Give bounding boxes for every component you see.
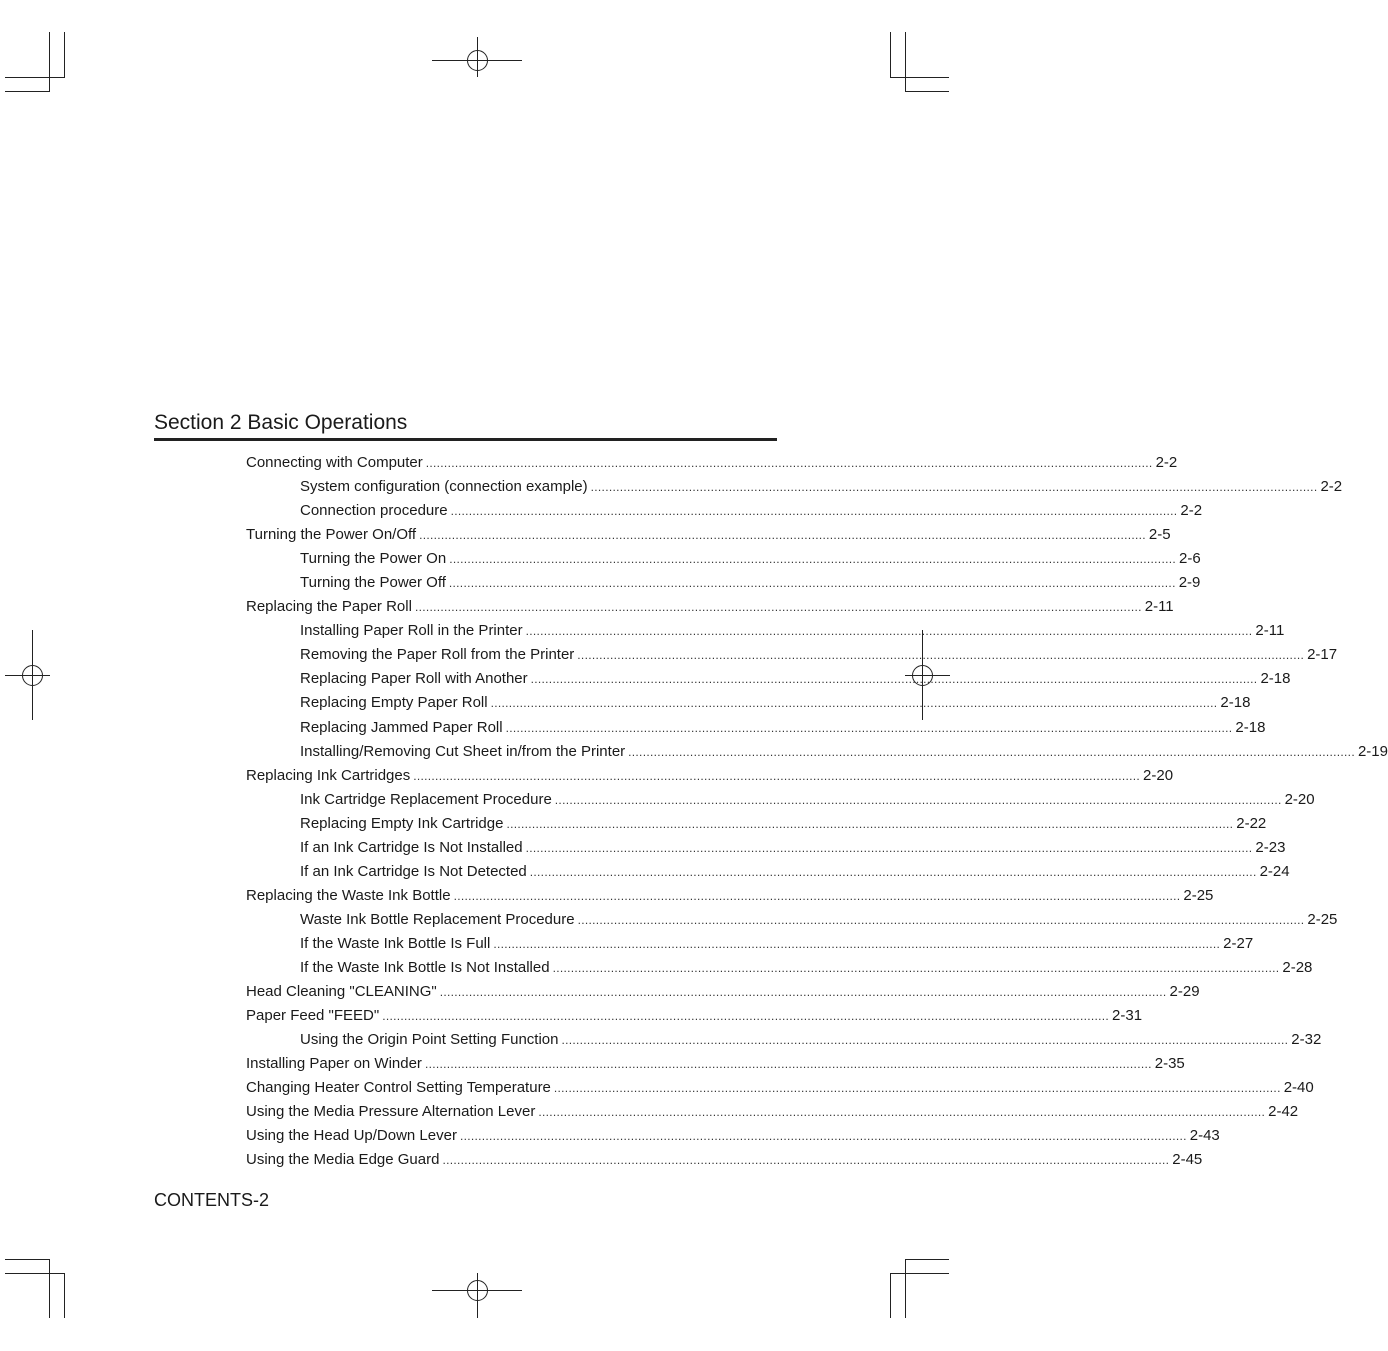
toc-entry-page: 2-27 [1223, 934, 1254, 952]
toc-entry[interactable] [246, 1103, 1299, 1127]
toc-entry[interactable] [246, 934, 1254, 959]
dot-leader: ........................................................................................................................................................................................................ [590, 480, 1318, 495]
toc-entry-title: Turning the Power On [300, 550, 447, 568]
toc-entry[interactable] [246, 886, 1214, 911]
toc-entry[interactable] [246, 838, 1286, 863]
toc-entry-page: 2-28 [1282, 958, 1313, 976]
dot-leader: ........................................................................................................................................................................................................ [453, 888, 1181, 903]
toc-entry-page: 2-25 [1183, 886, 1214, 904]
dot-leader: ........................................................................................................................................................................................................ [530, 672, 1258, 687]
toc-entry[interactable] [246, 574, 1201, 598]
toc-entry-page: 2-31 [1112, 1007, 1143, 1025]
toc-entry[interactable] [246, 814, 1267, 839]
toc-entry-page: 2-5 [1148, 526, 1171, 544]
toc-entry-page: 2-19 [1357, 742, 1388, 760]
toc-entry-title: Turning the Power On/Off [246, 526, 417, 544]
toc-entry-title: Connection procedure [300, 502, 448, 520]
toc-entry-title: Using the Media Edge Guard [246, 1151, 440, 1169]
toc-entry[interactable] [246, 598, 1174, 622]
toc-entry[interactable] [246, 550, 1201, 574]
toc-entry-page: 2-18 [1260, 670, 1291, 688]
toc-entry-page: 2-6 [1178, 550, 1201, 568]
dot-leader: ........................................................................................................................................................................................................ [628, 744, 1355, 759]
toc-entry-page: 2-29 [1169, 983, 1200, 1001]
toc-entry-page: 2-18 [1235, 718, 1266, 736]
toc-entry-page: 2-40 [1283, 1079, 1314, 1097]
toc-entry-title: Installing Paper on Winder [246, 1055, 422, 1073]
toc-entry[interactable] [246, 1079, 1314, 1103]
dot-leader: ........................................................................................................................................................................................................ [552, 960, 1280, 975]
toc-entry-title: Head Cleaning "CLEANING" [246, 983, 437, 1001]
toc-entry[interactable] [246, 1127, 1220, 1151]
dot-leader: ........................................................................................................................................................................................................ [439, 985, 1167, 1000]
toc-entry[interactable] [246, 526, 1171, 550]
dot-leader: ........................................................................................................................................................................................................ [419, 528, 1146, 543]
dot-leader: ........................................................................................................................................................................................................ [459, 1129, 1187, 1144]
dot-leader: ........................................................................................................................................................................................................ [493, 936, 1221, 951]
toc-entry-title: Ink Cartridge Replacement Procedure [300, 790, 552, 808]
dot-leader: ........................................................................................................................................................................................................ [577, 648, 1305, 663]
dot-leader: ........................................................................................................................................................................................................ [490, 696, 1218, 711]
table-of-contents [246, 454, 1388, 1175]
toc-entry-page: 2-18 [1220, 694, 1251, 712]
toc-entry-page: 2-20 [1143, 766, 1174, 784]
dot-leader: ........................................................................................................................................................................................................ [525, 840, 1253, 855]
dot-leader: ........................................................................................................................................................................................................ [505, 720, 1233, 735]
toc-entry-page: 2-2 [1320, 478, 1343, 496]
toc-entry-page: 2-42 [1268, 1103, 1299, 1121]
toc-entry-title: Replacing the Waste Ink Bottle [246, 886, 451, 904]
dot-leader: ........................................................................................................................................................................................................ [425, 456, 1153, 470]
toc-entry-title: System configuration (connection example) [300, 478, 588, 496]
toc-entry[interactable] [246, 958, 1313, 983]
toc-entry[interactable] [246, 1031, 1322, 1055]
toc-entry-page: 2-45 [1172, 1151, 1203, 1169]
toc-entry-page: 2-17 [1307, 646, 1338, 664]
dot-leader: ........................................................................................................................................................................................................ [538, 1105, 1266, 1120]
toc-entry[interactable] [246, 694, 1251, 718]
toc-entry[interactable] [246, 766, 1174, 791]
toc-entry-title: Replacing Empty Paper Roll [300, 694, 488, 712]
toc-entry-title: Waste Ink Bottle Replacement Procedure [300, 910, 575, 928]
dot-leader: ........................................................................................................................................................................................................ [529, 864, 1257, 879]
page-footer: CONTENTS-2 [154, 1190, 270, 1210]
toc-entry-title: Replacing Jammed Paper Roll [300, 718, 503, 736]
toc-entry[interactable] [246, 502, 1203, 526]
toc-entry-page: 2-9 [1178, 574, 1201, 592]
toc-entry-title: If the Waste Ink Bottle Is Not Installed [300, 958, 550, 976]
toc-entry-page: 2-11 [1255, 622, 1285, 640]
toc-entry-page: 2-23 [1255, 838, 1286, 856]
toc-entry[interactable] [246, 670, 1291, 694]
toc-entry-page: 2-22 [1236, 814, 1267, 832]
toc-entry[interactable] [246, 862, 1290, 887]
toc-entry[interactable] [246, 718, 1266, 743]
dot-leader: ........................................................................................................................................................................................................ [561, 1033, 1289, 1048]
dot-leader: ........................................................................................................................................................................................................ [413, 768, 1141, 783]
toc-entry-title: If the Waste Ink Bottle Is Full [300, 934, 491, 952]
toc-entry[interactable] [246, 910, 1338, 935]
toc-entry-page: 2-25 [1307, 910, 1338, 928]
toc-entry-title: Changing Heater Control Setting Temperature [246, 1079, 551, 1097]
toc-entry-page: 2-2 [1155, 454, 1178, 471]
toc-entry-page: 2-32 [1291, 1031, 1322, 1049]
toc-entry[interactable] [246, 983, 1200, 1007]
toc-entry-title: Installing/Removing Cut Sheet in/from the Printer [300, 742, 626, 760]
toc-entry-page: 2-11 [1144, 598, 1174, 616]
toc-entry-title: Paper Feed "FEED" [246, 1007, 380, 1025]
toc-entry-page: 2-24 [1259, 862, 1290, 880]
dot-leader: ........................................................................................................................................................................................................ [577, 912, 1305, 927]
toc-entry-title: Replacing the Paper Roll [246, 598, 412, 616]
toc-entry-page: 2-43 [1189, 1127, 1220, 1145]
toc-entry-page: 2-35 [1154, 1055, 1185, 1073]
dot-leader: ........................................................................................................................................................................................................ [450, 504, 1178, 519]
toc-entry-title: Replacing Empty Ink Cartridge [300, 814, 504, 832]
toc-entry-title: Replacing Paper Roll with Another [300, 670, 528, 688]
toc-entry-page: 2-20 [1284, 790, 1315, 808]
toc-entry[interactable] [246, 790, 1315, 815]
toc-entry-title: Replacing Ink Cartridges [246, 766, 411, 784]
dot-leader: ........................................................................................................................................................................................................ [506, 816, 1234, 831]
dot-leader: ........................................................................................................................................................................................................ [424, 1057, 1152, 1072]
dot-leader: ........................................................................................................................................................................................................ [414, 600, 1142, 615]
dot-leader: ........................................................................................................................................................................................................ [382, 1009, 1110, 1024]
toc-entry[interactable] [246, 1055, 1185, 1079]
toc-entry[interactable] [246, 646, 1338, 670]
title-rule [154, 438, 777, 441]
toc-entry-title: Removing the Paper Roll from the Printer [300, 646, 575, 664]
toc-entry-page: 2-2 [1180, 502, 1203, 520]
dot-leader: ........................................................................................................................................................................................................ [553, 1081, 1281, 1096]
toc-entry-title: If an Ink Cartridge Is Not Installed [300, 838, 523, 856]
toc-entry-title: Using the Origin Point Setting Function [300, 1031, 559, 1049]
dot-leader: ........................................................................................................................................................................................................ [449, 552, 1176, 567]
toc-entry-title: Turning the Power Off [300, 574, 446, 592]
toc-entry[interactable] [246, 742, 1388, 767]
toc-entry[interactable] [246, 1151, 1203, 1175]
dot-leader: ........................................................................................................................................................................................................ [442, 1153, 1170, 1168]
toc-entry-title: Connecting with Computer [246, 454, 423, 471]
toc-entry-title: Using the Head Up/Down Lever [246, 1127, 457, 1145]
dot-leader: ........................................................................................................................................................................................................ [525, 624, 1253, 639]
section-title: Section 2 Basic Operations [154, 411, 408, 434]
toc-entry-title: If an Ink Cartridge Is Not Detected [300, 862, 527, 880]
toc-entry-title: Using the Media Pressure Alternation Lever [246, 1103, 536, 1121]
dot-leader: ........................................................................................................................................................................................................ [448, 576, 1176, 591]
toc-entry[interactable] [246, 478, 1343, 502]
dot-leader: ........................................................................................................................................................................................................ [554, 792, 1282, 807]
toc-entry-title: Installing Paper Roll in the Printer [300, 622, 523, 640]
toc-entry[interactable] [246, 622, 1285, 646]
toc-entry[interactable] [246, 454, 1178, 478]
toc-entry[interactable] [246, 1007, 1143, 1031]
